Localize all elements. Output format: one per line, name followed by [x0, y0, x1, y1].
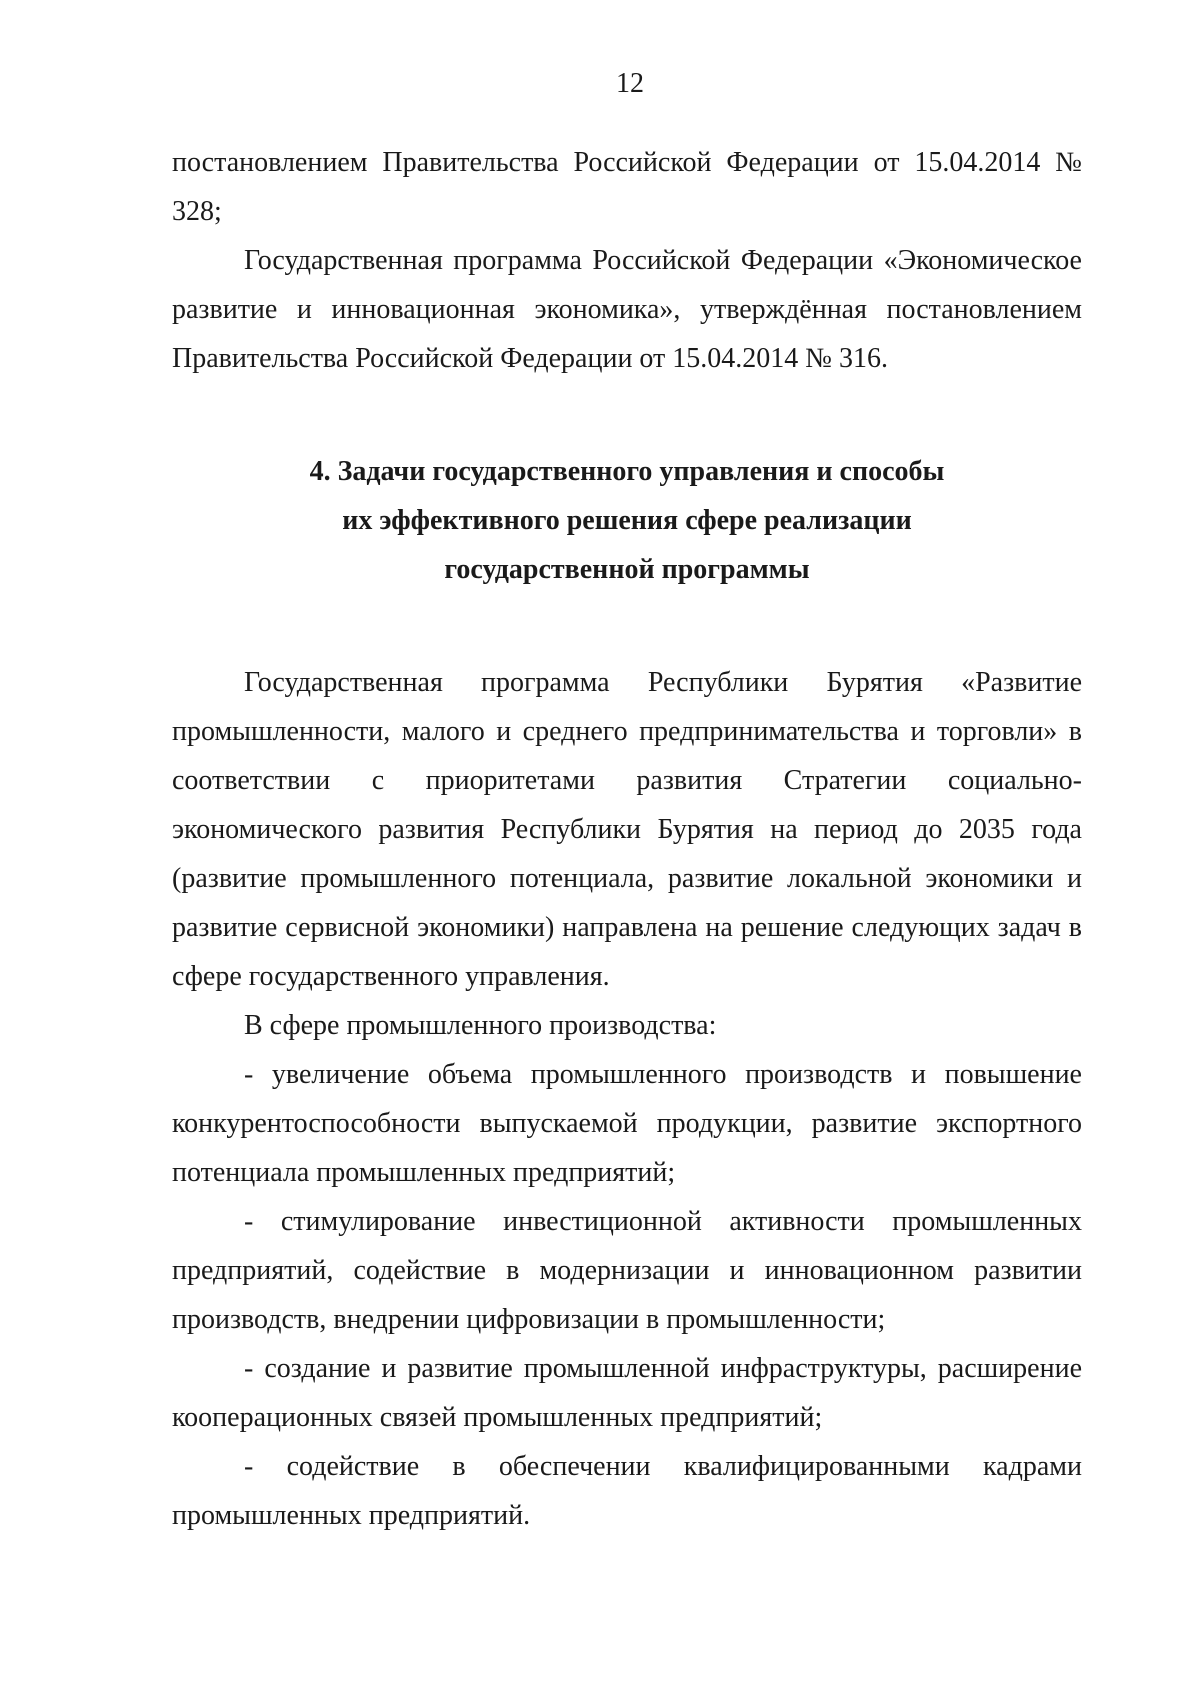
list-item-2: - стимулирование инвестиционной активности промышленных предприятий, содействие в модернизации и инновационном развитии производств, внедрении цифровизации в промышленности;: [172, 1206, 1082, 1335]
section-heading-line-1: 4. Задачи государственного управления и способы: [309, 456, 945, 487]
list-item-1: - увеличение объема промышленного производств и повышение конкурентоспособности выпускаемой продукции, развитие экспортного потенциала промышленных предприятий;: [172, 1059, 1082, 1188]
body-paragraph-2: В сфере промышленного производства:: [244, 1010, 717, 1041]
page-number: 12: [616, 68, 644, 99]
document-body: [172, 138, 1082, 1540]
section-heading: [172, 447, 1082, 594]
intro-paragraph-2: Государственная программа Российской Федерации «Экономическое развитие и инновационная экономика», утверждённая постановлением Правительства Российской Федерации от 15.04.2014 № 316.: [172, 245, 1082, 374]
list-item-3: - создание и развитие промышленной инфраструктуры, расширение кооперационных связей промышленных предприятий;: [172, 1353, 1082, 1433]
intro-paragraph-1: постановлением Правительства Российской Федерации от 15.04.2014 № 328;: [172, 147, 1082, 227]
section-heading-line-3: государственной программы: [444, 554, 810, 585]
list-item-4: - содействие в обеспечении квалифицированными кадрами промышленных предприятий.: [172, 1451, 1082, 1531]
body-paragraph-1: Государственная программа Республики Бурятия «Развитие промышленности, малого и среднего предпринимательства и торговли» в соответствии с приоритетами развития Стратегии социально-экономического развития Республики Бурятия на период до 2035 года (развитие промышленного потенциала, развитие локальной экономики и развитие сервисной экономики) направлена на решение следующих задач в сфере государственного управления.: [172, 667, 1082, 992]
section-heading-line-2: их эффективного решения сфере реализации: [342, 505, 912, 536]
